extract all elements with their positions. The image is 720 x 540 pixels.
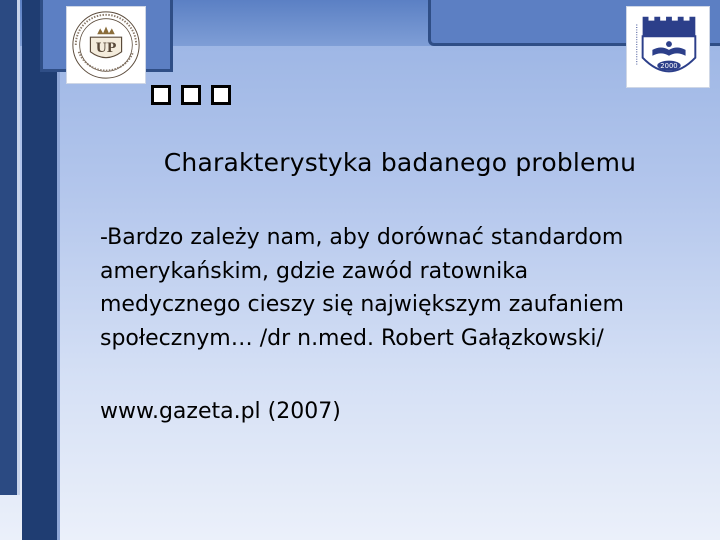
slide-title: Charakterystyka badanego problemu xyxy=(163,148,637,177)
university-seal-logo xyxy=(66,6,146,84)
left-accent-bar-outer xyxy=(0,0,20,495)
tower-crest-icon xyxy=(627,7,709,87)
svg-text:2000: 2000 xyxy=(660,61,678,70)
slide-body xyxy=(100,221,690,429)
up-university-seal-icon xyxy=(67,7,145,83)
svg-text:UP: UP xyxy=(95,39,117,55)
quote-line: -Bardzo zależy nam, aby dorównać standardom xyxy=(100,225,624,250)
square-icon xyxy=(151,85,171,105)
quote-line: medycznego cieszy się największym zaufaniem xyxy=(100,292,624,317)
left-accent-bar-inner xyxy=(22,0,60,540)
square-icon xyxy=(181,85,201,105)
decorative-squares xyxy=(151,85,231,105)
quote-line: amerykańskim, gdzie zawód ratownika xyxy=(100,258,529,284)
quote-line: społecznym… /dr n.med. Robert Gałązkowski/ xyxy=(100,325,604,351)
source-citation: www.gazeta.pl (2007) xyxy=(100,399,341,424)
institute-crest-logo xyxy=(626,6,710,88)
square-icon xyxy=(211,85,231,105)
